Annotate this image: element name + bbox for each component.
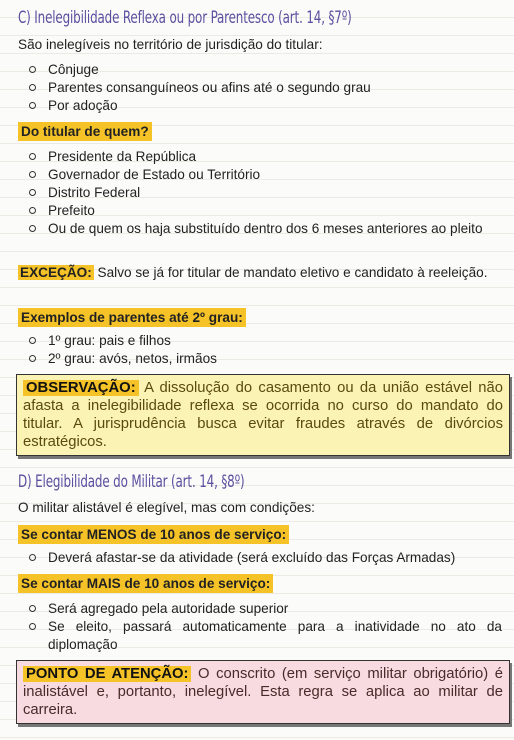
ponto-atencao-label: PONTO DE ATENÇÃO: [23,666,191,682]
bullet-icon [29,207,36,214]
bullet-icon [29,554,36,561]
titular-list [0,148,514,238]
excecao-label: EXCEÇÃO: [20,265,92,280]
exemplos-list [0,332,514,368]
bullet-icon [29,189,36,196]
section-c-intro: São inelegíveis no território de jurisdição do titular: [18,37,323,52]
bullet-icon [29,153,36,160]
list-item: Ou de quem os haja substituído dentro dos 6 meses anteriores ao pleito [0,220,514,238]
list-item: Cônjuge [0,61,514,79]
heading-menos: Se contar MENOS de 10 anos de serviço: [18,525,289,544]
bullet-icon [29,171,36,178]
bullet-icon [29,605,36,612]
list-item: Governador de Estado ou Território [0,166,514,184]
heading-exemplos: Exemplos de parentes até 2º grau: [18,308,246,327]
bullet-icon [29,84,36,91]
section-d-intro: O militar alistável é elegível, mas com condições: [18,500,315,515]
list-item: Parentes consanguíneos ou afins até o segundo grau [0,79,514,97]
ponto-atencao-text: O conscrito (em serviço militar obrigatório) é inalistável e, portanto, inelegível. Esta regra se aplica ao militar de carreira. [23,666,503,718]
bullet-icon [29,337,36,344]
bullet-icon [29,225,36,232]
heading-titular: Do titular de quem? [18,122,152,141]
observacao-text: A dissolução do casamento ou da união estável não afasta a inelegibilidade reflexa se ocorrida no curso do mandato do titular. A jurisprudência busca evitar fraudes através de divórcios estratégicos. [23,380,503,450]
list-item: 2º grau: avós, netos, irmãos [0,350,514,368]
excecao-text: Salvo se já for titular de mandato eletivo e candidato à reeleição. [93,265,488,280]
bullet-icon [29,355,36,362]
list-item: 1º grau: pais e filhos [0,332,514,350]
conjuge-list [0,61,514,115]
bullet-icon [29,623,36,630]
list-item: Por adoção [0,97,514,115]
list-item: Será agregado pela autoridade superior [0,600,514,618]
list-item: Deverá afastar-se da atividade (será excluído das Forças Armadas) [0,549,514,567]
section-d-title: D) Elegibilidade do Militar (art. 14, §8º) [18,472,245,492]
list-item: Se eleito, passará automaticamente para a inatividade no ato da diplomação [0,618,514,654]
list-item: Distrito Federal [0,184,514,202]
excecao-paragraph [18,264,502,282]
mais-list [0,600,514,654]
list-item: Presidente da República [0,148,514,166]
bullet-icon [29,102,36,109]
section-c-title: C) Inelegibilidade Reflexa ou por Parentesco (art. 14, §7º) [18,8,352,28]
observacao-label: OBSERVAÇÃO: [23,380,139,396]
bullet-icon [29,66,36,73]
observacao-box [16,374,510,456]
heading-mais: Se contar MAIS de 10 anos de serviço: [18,574,273,593]
ponto-atencao-box [16,660,510,724]
menos-list [0,549,514,567]
list-item: Prefeito [0,202,514,220]
